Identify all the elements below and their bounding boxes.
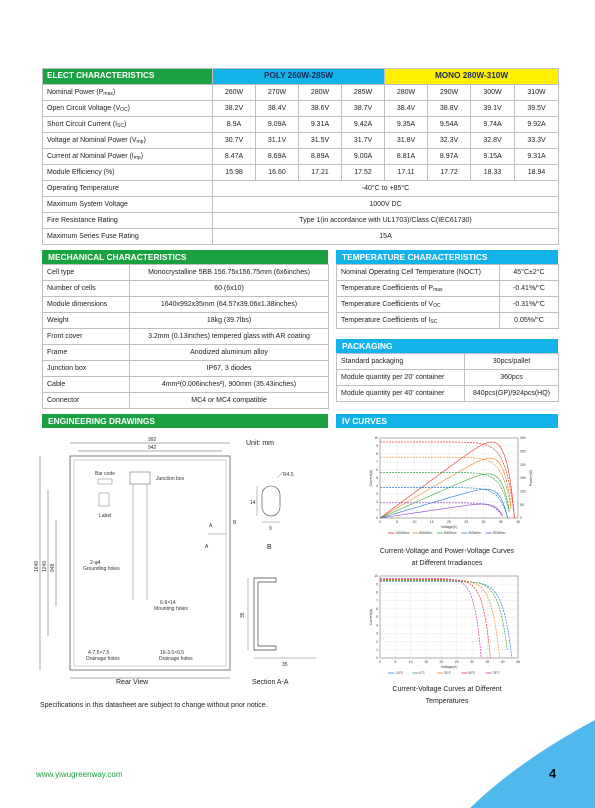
y-tick-label: 7 <box>376 598 378 603</box>
electrical-cell: 280W <box>385 85 428 101</box>
electrical-cell: 9.31A <box>515 149 559 165</box>
electrical-row <box>43 165 559 181</box>
mechanical-value: 18kg (39.7lbs) <box>130 313 329 329</box>
electrical-cell: 31.8V <box>385 133 428 149</box>
x-axis-label: Voltage(V) <box>440 665 458 669</box>
electrical-row <box>43 133 559 149</box>
x-tick-label: 0 <box>379 520 381 524</box>
electrical-span-value: 1000V DC <box>213 197 559 213</box>
legend-label: 25°C <box>443 671 451 676</box>
electrical-cell: 17.21 <box>299 165 342 181</box>
electrical-cell: 30.7V <box>213 133 256 149</box>
x-tick-label: 45 <box>516 660 520 664</box>
temperature-value: 0.05%/°C <box>500 313 559 329</box>
legend-label: 600W/m² <box>443 531 457 536</box>
electrical-cell: 280W <box>299 85 342 101</box>
x-tick-label: 40 <box>516 520 520 524</box>
legend-label: 400W/m² <box>468 531 482 536</box>
temperature-row <box>337 265 559 281</box>
electrical-cell: 31.1V <box>256 133 299 149</box>
y-tick-label: 5 <box>376 615 378 620</box>
mechanical-label: Module dimensions <box>43 297 130 313</box>
electrical-cell: 32.3V <box>428 133 471 149</box>
footer-url[interactable]: www.yiwugreenway.com <box>36 770 123 779</box>
footer-note: Specifications in this datasheet are subject to change without prior notice. <box>40 702 268 709</box>
y2-tick-label: 250 <box>520 449 526 454</box>
rear-view-caption: Rear View <box>116 679 149 686</box>
electrical-cell: 18.94 <box>515 165 559 181</box>
electrical-cell: 38.2V <box>213 101 256 117</box>
mechanical-value: 60 (6x10) <box>130 281 329 297</box>
electrical-span-value: -40°C to +85°C <box>213 181 559 197</box>
mechanical-value: Anodized aluminum alloy <box>130 345 329 361</box>
iv-title: IV CURVES <box>336 414 558 428</box>
electrical-cell: 9.00A <box>342 149 385 165</box>
legend-label: 0°C <box>419 671 425 676</box>
electrical-cell: 8.97A <box>428 149 471 165</box>
temperature-label: Nominal Operating Cell Temperature (NOCT) <box>337 265 500 281</box>
x-tick-label: 30 <box>481 520 486 524</box>
electrical-cell: 8.81A <box>385 149 428 165</box>
y2-axis-label: Power(W) <box>529 470 533 486</box>
y-tick-label: 8 <box>376 452 378 457</box>
y-tick-label: 0 <box>376 516 378 521</box>
svg-text:6-9×14: 6-9×14 <box>160 600 176 606</box>
electrical-row-label: Voltage at Nominal Power $(V_{mp})$ <box>43 133 213 149</box>
packaging-row <box>337 370 559 386</box>
x-tick-label: 5 <box>394 660 397 664</box>
y2-tick-label: 0 <box>520 516 522 521</box>
packaging-label: Module quantity per 40' container <box>337 386 465 402</box>
y-tick-label: 7 <box>376 460 378 465</box>
y2-tick-label: 300 <box>520 436 526 441</box>
y-tick-label: 9 <box>376 582 378 587</box>
mechanical-table <box>42 264 329 409</box>
mechanical-row <box>43 377 329 393</box>
electrical-span-row <box>43 229 559 245</box>
iv-caption-1a: Current-Voltage and Power-Voltage Curves <box>379 548 515 555</box>
electrical-cell: 290W <box>428 85 471 101</box>
mechanical-title: MECHANICAL CHARACTERISTICS <box>42 250 328 264</box>
temperature-row <box>337 297 559 313</box>
svg-text:B: B <box>233 520 237 526</box>
junction-box-outline <box>130 472 150 484</box>
svg-text:35: 35 <box>240 612 246 618</box>
electrical-span-row <box>43 213 559 229</box>
electrical-row-label: Operating Temperature <box>43 181 213 197</box>
electrical-cell: 300W <box>471 85 515 101</box>
electrical-cell: 17.72 <box>428 165 471 181</box>
y-tick-label: 5 <box>376 476 378 481</box>
electrical-row <box>43 149 559 165</box>
electrical-cell: 39.5V <box>515 101 559 117</box>
electrical-cell: 9.74A <box>471 117 515 133</box>
y-tick-label: 3 <box>376 631 378 636</box>
electrical-row-label: Fire Resistance Rating <box>43 213 213 229</box>
temperature-row <box>337 313 559 329</box>
electrical-row-label: Open Circuit Voltage $(V_{OC})$ <box>43 101 213 117</box>
svg-text:9: 9 <box>269 526 272 532</box>
mechanical-row <box>43 297 329 313</box>
temperature-label: Temperature Coefficients of $V_{OC}$ <box>337 297 500 313</box>
electrical-cell: 9.54A <box>428 117 471 133</box>
svg-text:Drainage holes: Drainage holes <box>159 656 193 662</box>
temperature-label: Temperature Coefficients of $P_{max}$ <box>337 281 500 297</box>
mechanical-label: Weight <box>43 313 130 329</box>
x-tick-label: 15 <box>429 520 434 524</box>
y-tick-label: 1 <box>376 648 378 652</box>
mechanical-row <box>43 265 329 281</box>
mechanical-label: Frame <box>43 345 130 361</box>
x-tick-label: 40 <box>500 660 505 664</box>
electrical-cell: 38.4V <box>385 101 428 117</box>
electrical-cell: 38.8V <box>428 101 471 117</box>
electrical-row-label: Maximum System Voltage <box>43 197 213 213</box>
y2-tick-label: 100 <box>520 489 526 494</box>
y-tick-label: 1 <box>376 508 378 513</box>
electrical-row-label: Nominal Power $(P_{max})$ <box>43 85 213 101</box>
svg-text:14: 14 <box>250 500 256 506</box>
temperature-value: -0.31%/°C <box>500 297 559 313</box>
mechanical-label: Cell type <box>43 265 130 281</box>
svg-text:Grounding holes: Grounding holes <box>83 566 120 572</box>
electrical-cell: 33.3V <box>515 133 559 149</box>
svg-text:R4.5: R4.5 <box>283 472 294 478</box>
y-tick-label: 10 <box>374 574 378 579</box>
mechanical-row <box>43 393 329 409</box>
mechanical-label: Cable <box>43 377 130 393</box>
y-tick-label: 8 <box>376 590 378 595</box>
legend-label: 200W/m² <box>492 531 506 536</box>
electrical-row-label: Maximum Series Fuse Rating <box>43 229 213 245</box>
y-tick-label: 3 <box>376 492 378 497</box>
temperature-table <box>336 264 559 329</box>
mechanical-row <box>43 345 329 361</box>
electrical-cell: 17.11 <box>385 165 428 181</box>
x-tick-label: 30 <box>470 660 474 664</box>
packaging-value: 30pcs/pallet <box>465 354 559 370</box>
svg-text:A: A <box>205 544 209 550</box>
x-axis-label: Voltage(V) <box>440 525 458 529</box>
y-axis-label: Current(A) <box>369 469 373 487</box>
y-axis-label: Current(A) <box>369 608 373 626</box>
mechanical-value: IP67, 3 diodes <box>130 361 329 377</box>
mechanical-label: Number of cells <box>43 281 130 297</box>
svg-text:Mounting holes: Mounting holes <box>154 606 188 612</box>
iv-irradiance-chart <box>366 434 538 542</box>
dim-942: 942 <box>148 445 157 451</box>
detail-b-drawing <box>245 468 305 538</box>
y-tick-label: 2 <box>376 500 378 505</box>
poly-header: POLY 260W-285W <box>213 69 385 85</box>
electrical-cell: 9.42A <box>342 117 385 133</box>
section-aa-drawing <box>230 572 320 672</box>
electrical-cell: 16.60 <box>256 165 299 181</box>
y-tick-label: 9 <box>376 444 378 449</box>
x-tick-label: 5 <box>396 520 399 524</box>
mechanical-row <box>43 281 329 297</box>
svg-text:16-3.5×0.5: 16-3.5×0.5 <box>160 650 185 656</box>
y-tick-label: 2 <box>376 639 378 644</box>
electrical-row-label: Module Efficiency (%) <box>43 165 213 181</box>
x-tick-label: 10 <box>412 520 417 524</box>
x-tick-label: 35 <box>498 520 503 524</box>
legend-label: 1000W/m² <box>395 531 410 536</box>
electrical-cell: 38.4V <box>256 101 299 117</box>
mono-header: MONO 280W-310W <box>385 69 559 85</box>
svg-text:35: 35 <box>282 662 288 668</box>
packaging-row <box>337 386 559 402</box>
svg-text:Drainage holes: Drainage holes <box>86 656 120 662</box>
electrical-cell: 31.7V <box>342 133 385 149</box>
electrical-span-value: 15A <box>213 229 559 245</box>
y-tick-label: 6 <box>376 468 378 473</box>
label-text: Label <box>99 513 112 519</box>
electrical-cell: 39.1V <box>471 101 515 117</box>
temperature-label: Temperature Coefficients of $I_{SC}$ <box>337 313 500 329</box>
electrical-span-row <box>43 181 559 197</box>
x-tick-label: 20 <box>439 660 444 664</box>
dim-948: 948 <box>50 563 56 572</box>
page-number: 4 <box>549 766 557 781</box>
iv-caption-2a: Current-Voltage Curves at Different <box>392 686 502 693</box>
electrical-cell: 9.35A <box>385 117 428 133</box>
packaging-table <box>336 353 559 402</box>
y2-tick-label: 50 <box>520 502 524 507</box>
electrical-cell: 9.09A <box>256 117 299 133</box>
electrical-row <box>43 85 559 101</box>
detail-b-label: B <box>267 544 272 551</box>
iv-temperature-chart <box>366 572 538 682</box>
dim-992: 992 <box>148 437 157 443</box>
temperature-value: 45°C±2°C <box>500 265 559 281</box>
dim-1240: 1240 <box>42 560 48 572</box>
legend-label: 50°C <box>468 671 476 676</box>
x-tick-label: 0 <box>379 660 381 664</box>
bar-code-label: Bar code <box>95 471 116 477</box>
y-tick-label: 4 <box>376 484 378 489</box>
electrical-cell: 17.52 <box>342 165 385 181</box>
mechanical-row <box>43 361 329 377</box>
electrical-cell: 8.47A <box>213 149 256 165</box>
x-tick-label: 25 <box>454 660 459 664</box>
electrical-row-label: Current at Nominal Power $(I_{mp})$ <box>43 149 213 165</box>
temperature-value: -0.41%/°C <box>500 281 559 297</box>
packaging-label: Standard packaging <box>337 354 465 370</box>
electrical-title: ELECT CHARACTERISTICS <box>43 69 213 85</box>
y2-tick-label: 150 <box>520 476 526 481</box>
packaging-label: Module quantity per 20' container <box>337 370 465 386</box>
y-tick-label: 4 <box>376 623 378 628</box>
unit-label: Unit: mm <box>246 440 274 447</box>
temperature-row <box>337 281 559 297</box>
x-tick-label: 20 <box>447 520 451 524</box>
junction-box-label: Junction box <box>156 476 185 482</box>
section-aa-caption: Section A-A <box>252 679 289 686</box>
electrical-span-row <box>43 197 559 213</box>
mechanical-row <box>43 313 329 329</box>
electrical-cell: 8.89A <box>299 149 342 165</box>
y2-tick-label: 200 <box>520 462 526 467</box>
mechanical-value: Monocrystalline 5BB 156.75x156.75mm (6x6inches) <box>130 265 329 281</box>
mechanical-value: 4mm²(0.006inches²), 900mm (35.43inches) <box>130 377 329 393</box>
electrical-cell: 9.92A <box>515 117 559 133</box>
electrical-table <box>42 68 559 245</box>
electrical-cell: 310W <box>515 85 559 101</box>
svg-text:A: A <box>209 523 213 529</box>
x-tick-label: 15 <box>424 660 428 664</box>
mechanical-value: 3.2mm (0.13inches) tempered glass with AR coating <box>130 329 329 345</box>
mechanical-label: Front cover <box>43 329 130 345</box>
y-tick-label: 10 <box>374 436 378 441</box>
electrical-span-value: Type 1(in accordance with UL1703)/Class C(IEC61730) <box>213 213 559 229</box>
y-tick-label: 6 <box>376 607 378 611</box>
electrical-cell: 18.33 <box>471 165 515 181</box>
x-tick-label: 25 <box>464 520 469 524</box>
electrical-row <box>43 101 559 117</box>
mechanical-label: Junction box <box>43 361 130 377</box>
legend-label: 75°C <box>492 671 500 676</box>
mechanical-label: Connector <box>43 393 130 409</box>
electrical-cell: 285W <box>342 85 385 101</box>
footer-accent-shape <box>0 700 595 808</box>
electrical-cell: 38.6V <box>299 101 342 117</box>
legend-label: 800W/m² <box>419 531 433 536</box>
electrical-cell: 270W <box>256 85 299 101</box>
electrical-cell: 38.7V <box>342 101 385 117</box>
electrical-cell: 8.9A <box>213 117 256 133</box>
electrical-cell: 9.31A <box>299 117 342 133</box>
electrical-cell: 32.8V <box>471 133 515 149</box>
packaging-row <box>337 354 559 370</box>
electrical-row-label: Short Circuit Current $(I_{SC})$ <box>43 117 213 133</box>
packaging-value: 360pcs <box>465 370 559 386</box>
electrical-cell: 15.98 <box>213 165 256 181</box>
mechanical-row <box>43 329 329 345</box>
x-tick-label: 10 <box>408 660 413 664</box>
x-tick-label: 35 <box>485 660 490 664</box>
mechanical-value: MC4 or MC4 compatible <box>130 393 329 409</box>
electrical-cell: 260W <box>213 85 256 101</box>
drawings-title: ENGINEERING DRAWINGS <box>42 414 328 428</box>
legend-label: -10°C <box>395 671 404 676</box>
svg-text:4-7.5×7.5: 4-7.5×7.5 <box>88 650 110 656</box>
temperature-title: TEMPERATURE CHARACTERISTICS <box>336 250 558 264</box>
electrical-row <box>43 117 559 133</box>
iv-caption-2b: Temperatures <box>425 698 469 705</box>
packaging-value: 840pcs(GP)/924pcs(HQ) <box>465 386 559 402</box>
electrical-cell: 8.69A <box>256 149 299 165</box>
electrical-cell: 9.15A <box>471 149 515 165</box>
y-tick-label: 0 <box>376 656 378 661</box>
mechanical-value: 1640x992x35mm (64.57x39.06x1.38inches) <box>130 297 329 313</box>
svg-text:2-φ4: 2-φ4 <box>90 560 101 566</box>
dim-1640: 1640 <box>34 560 40 572</box>
iv-caption-1b: at Different Irradiances <box>411 560 483 567</box>
packaging-title: PACKAGING <box>336 339 558 353</box>
electrical-cell: 31.5V <box>299 133 342 149</box>
